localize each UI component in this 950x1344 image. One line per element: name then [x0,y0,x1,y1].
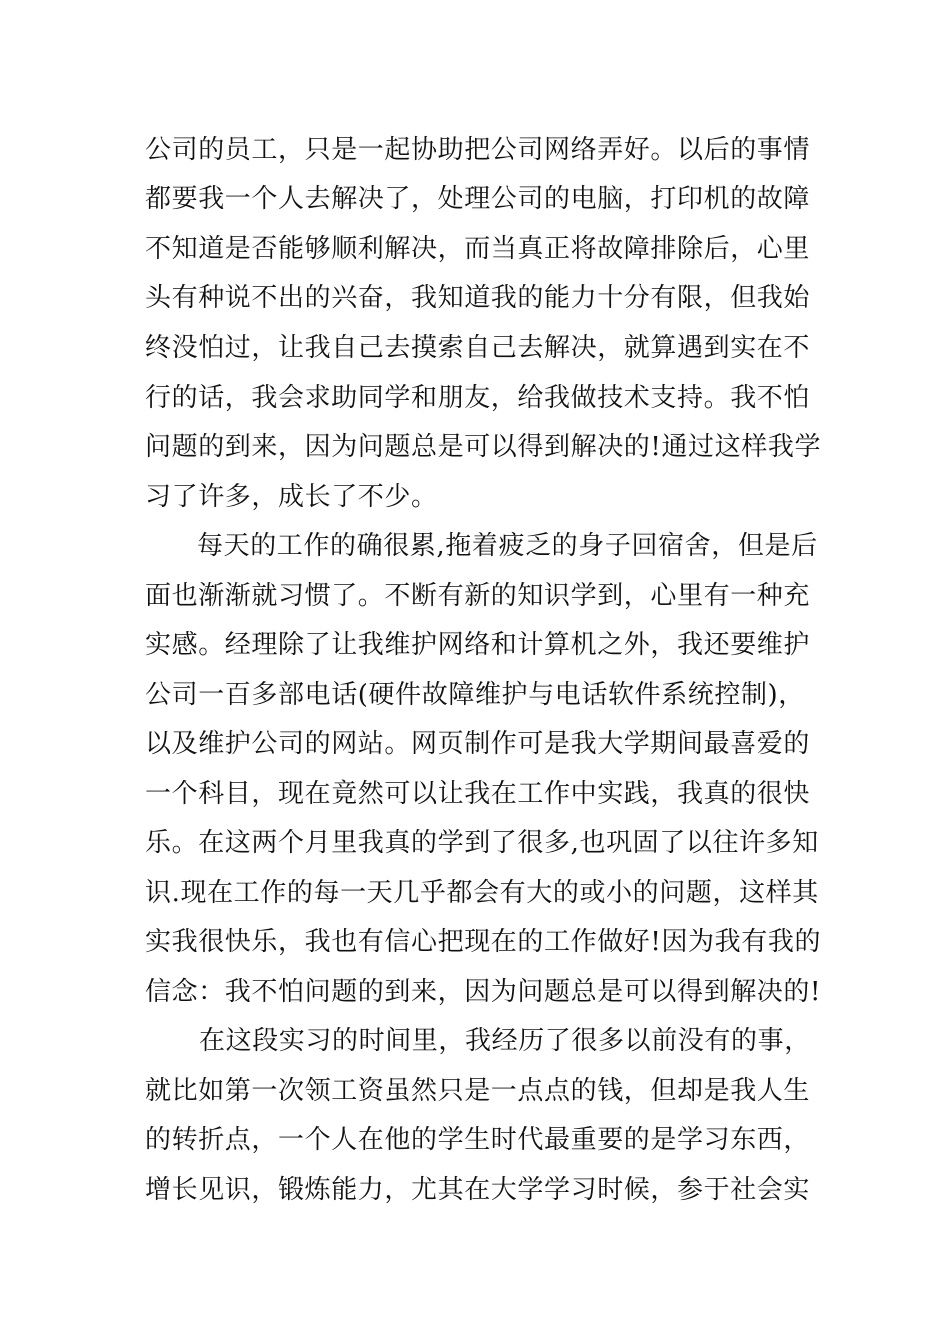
text-line: 一个科目，现在竟然可以让我在工作中实践，我真的很快 [145,779,811,809]
text-line: 终没怕过，让我自己去摸索自己去解决，就算遇到实在不 [145,333,811,363]
paragraph-first-line: 每天的工作的确很累,拖着疲乏的身子回宿舍，但是后 [197,531,818,561]
text-line: 公司的员工，只是一起协助把公司网络弄好。以后的事情 [145,135,811,165]
text-line: 以及维护公司的网站。网页制作可是我大学期间最喜爱的 [145,729,811,759]
text-line: 都要我一个人去解决了，处理公司的电脑，打印机的故障 [145,184,811,214]
text-line: 公司一百多部电话(硬件故障维护与电话软件系统控制)， [145,680,805,710]
text-line: 面也渐渐就习惯了。不断有新的知识学到，心里有一种充 [145,581,811,611]
text-line: 行的话，我会求助同学和朋友，给我做技术支持。我不怕 [145,383,811,413]
text-line: 头有种说不出的兴奋，我知道我的能力十分有限，但我始 [145,283,811,313]
text-line: 信念：我不怕问题的到来，因为问题总是可以得到解决的! [145,977,822,1007]
text-line: 乐。在这两个月里我真的学到了很多,也巩固了以往许多知 [145,828,819,858]
text-line: 识.现在工作的每一天几乎都会有大的或小的问题，这样其 [145,878,819,908]
text-line: 的转折点，一个人在他的学生时代最重要的是学习东西， [145,1125,811,1155]
text-line: 习了许多，成长了不少。 [145,482,438,512]
text-line: 问题的到来，因为问题总是可以得到解决的!通过这样我学 [145,432,822,462]
text-line: 实我很快乐，我也有信心把现在的工作做好!因为我有我的 [145,927,822,957]
text-line: 增长见识，锻炼能力，尤其在大学学习时候，参于社会实 [145,1175,811,1205]
text-line: 实感。经理除了让我维护网络和计算机之外，我还要维护 [145,630,811,660]
text-line: 就比如第一次领工资虽然只是一点点的钱，但却是我人生 [145,1076,811,1106]
text-line: 不知道是否能够顺利解决，而当真正将故障排除后，心里 [145,234,811,264]
paragraph-first-line: 在这段实习的时间里，我经历了很多以前没有的事， [199,1026,811,1056]
